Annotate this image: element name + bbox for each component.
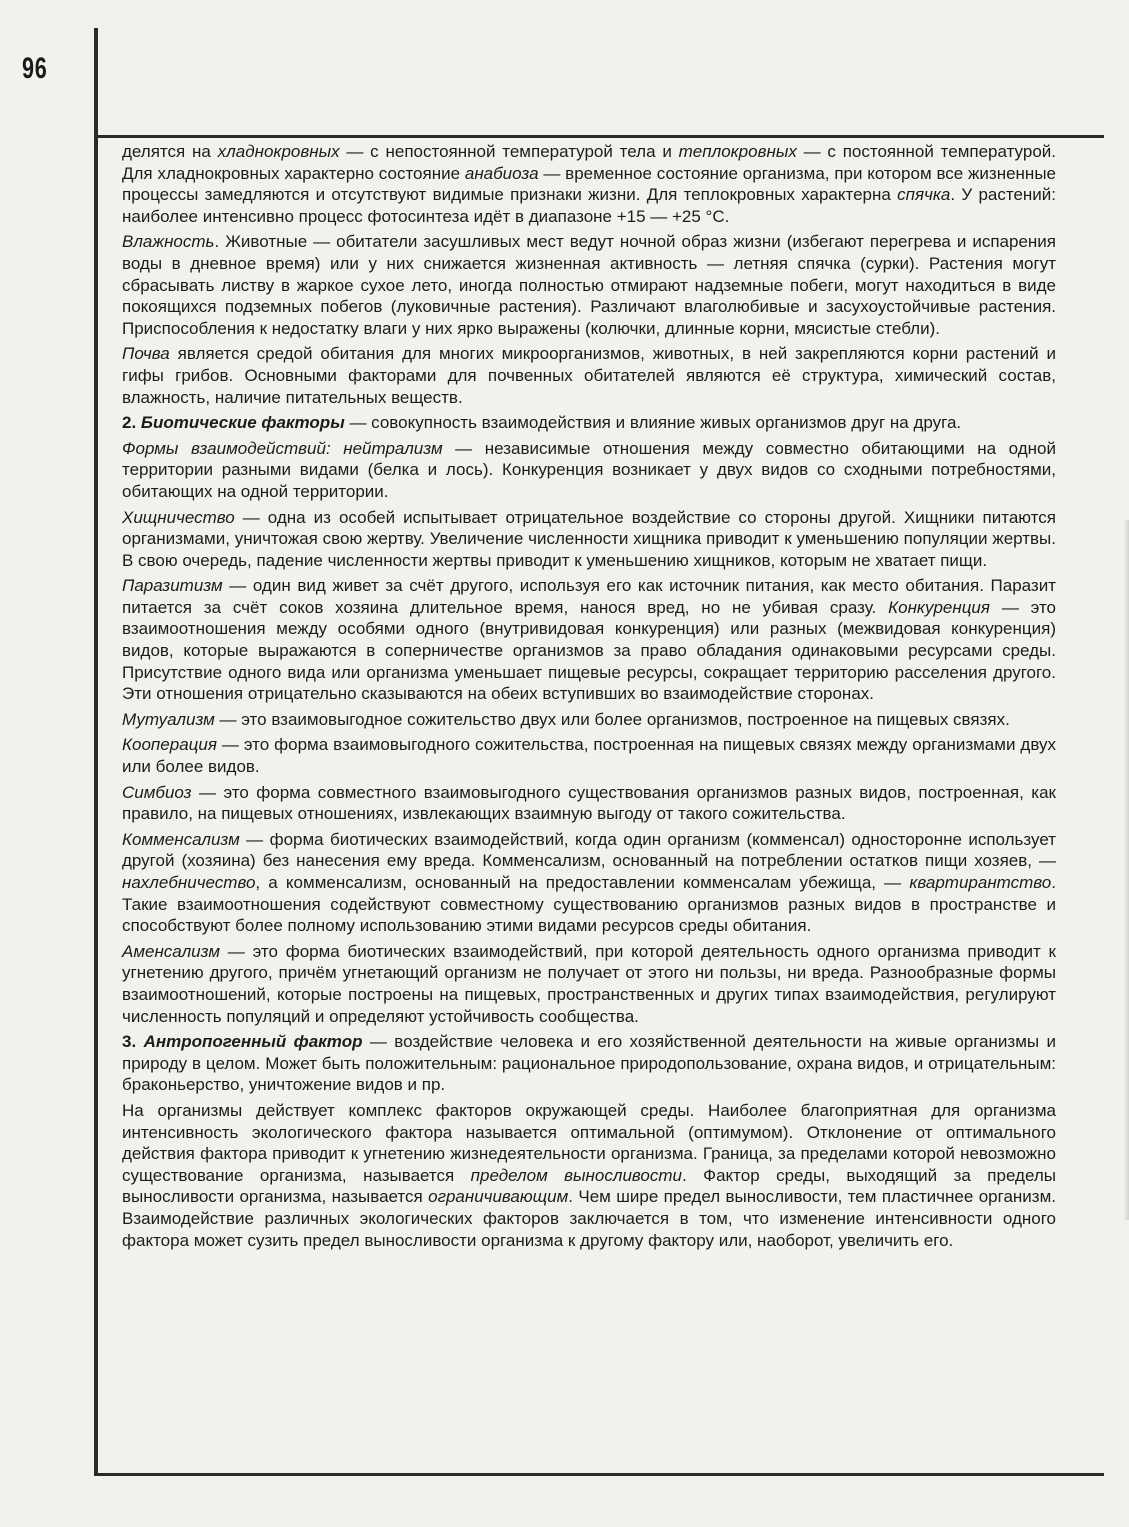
paragraph-commensalism bbox=[122, 829, 1056, 937]
text-run: — это форма биотических взаимодействий, при которой деятельность одного организма приводит к угнетению другого, причём угнетающий организм не получает от этого ни пользы, ни вреда. Разнообразные формы взаимоотношений, которые построены на пищевых, пространственных и других типах взаимодействия, регулируют численность популяций и определяют устойчивость сообщества. bbox=[122, 941, 1056, 1026]
paragraph-soil bbox=[122, 343, 1056, 408]
italic-term: Комменсализм bbox=[122, 829, 240, 849]
italic-term: Аменсализм bbox=[122, 941, 220, 961]
text-run: — временное состояние организма, при котором все жизненные процессы замедляются и отсутствуют видимые признаки жизни. Для теплокровных характерна bbox=[122, 163, 1056, 205]
text-run: . У растений: наиболее интенсивно процесс фотосинтеза идёт в диапазоне +15 — +25 °С. bbox=[122, 185, 1057, 226]
text-run: — совокупность взаимодействия и влияние живых организмов друг на друга. bbox=[344, 413, 962, 433]
left-margin-rule bbox=[94, 28, 98, 1476]
paragraph-amensalism bbox=[122, 941, 1056, 1027]
text-run: — с непостоянной температурой тела и bbox=[339, 142, 679, 161]
text-run: — независимые отношения между совместно обитающими на одной территории разными видами (белка и лось). Конкуренция возникает у двух видов со сходными потребностями, обитающих на одной территории. bbox=[122, 438, 1057, 501]
italic-term: квартирантство bbox=[909, 873, 1052, 892]
italic-term: Мутуализм bbox=[122, 709, 215, 729]
paragraph-predation bbox=[122, 507, 1056, 572]
bold-text: 2. bbox=[122, 413, 141, 433]
term-heading: Антропогенный фактор bbox=[143, 1032, 363, 1052]
page-number: 96 bbox=[22, 52, 48, 85]
text-run: — это форма совместного взаимовыгодного существования организмов разных видов, построенная, как правило, на пищевых отношениях, извлекающих взаимную выгоду от такого сожительства. bbox=[122, 782, 1056, 824]
italic-term: Паразитизм bbox=[122, 576, 223, 596]
paragraph-biotic-factors bbox=[122, 412, 1056, 434]
paragraph-humidity bbox=[122, 231, 1056, 339]
italic-term: теплокровных bbox=[678, 142, 797, 161]
paragraph-temperature-continued bbox=[122, 141, 1056, 227]
text-run: — форма биотических взаимодействий, когда один организм (комменсал) односторонне использует другой (хозяина) без нанесения ему вреда. Комменсализм, основанный на потреблении остатков пищи хозяев, — bbox=[122, 829, 1056, 871]
text-run: . Фактор среды, выходящий за пределы выносливости организма, называется bbox=[122, 1165, 1056, 1207]
italic-term: Кооперация bbox=[122, 735, 217, 755]
paragraph-symbiosis bbox=[122, 782, 1056, 825]
italic-term: Конкуренция bbox=[888, 597, 990, 617]
paragraph-parasitism bbox=[122, 575, 1056, 705]
paragraph-tolerance-limits bbox=[122, 1100, 1056, 1251]
italic-term: хладнокровных bbox=[217, 142, 340, 161]
text-run: является средой обитания для многих микроорганизмов, животных, в ней закрепляются корни растений и гифы грибов. Основными факторами для почвенных обитателей являются её структура, химический состав, влажность, наличие питательных веществ. bbox=[122, 344, 1056, 407]
text-run: — это форма взаимовыгодного сожительства, построенная на пищевых связях между организмами двух или более видов. bbox=[122, 735, 1056, 777]
content-frame-top-rule bbox=[94, 135, 1104, 138]
text-run: . Такие взаимоотношения содействуют совместному существованию организмов разных видов в пространстве и способствуют более полному использованию этими видами ресурсов среды обитания. bbox=[122, 873, 1056, 936]
italic-term: Формы взаимодействий: нейтрализм bbox=[122, 438, 443, 458]
bold-text: 3. bbox=[122, 1032, 144, 1052]
text-run: , а комменсализм, основанный на предоставлении комменсалам убежища, — bbox=[255, 873, 910, 892]
content-frame-bottom-rule bbox=[94, 1473, 1104, 1476]
text-run: . Животные — обитатели засушливых мест ведут ночной образ жизни (избегают перегрева и испарения воды в дневное время) или у них снижается жизненная активность — летняя спячка (сурки). Растения могут сбрасывать листву в жаркое сухое лето, иногда полностью отмирают надземные побеги, могут находиться в виде покоящихся подземных побегов (луковичные растения). Различают влаголюбивые и засухоустойчивые растения. Приспособления к недостатку влаги у них ярко выражены (колючки, длинные корни, мясистые стебли). bbox=[122, 232, 1056, 338]
italic-term: Почва bbox=[122, 344, 170, 364]
text-run: — один вид живет за счёт другого, используя его как источник питания, как место обитания. Паразит питается за счёт соков хозяина длительное время, нанося вред, но не убивая сразу. bbox=[122, 576, 1056, 617]
paragraph-anthropogenic-factor bbox=[122, 1031, 1056, 1096]
scan-edge-shadow bbox=[1123, 520, 1129, 1220]
paragraph-neutralism bbox=[122, 438, 1056, 503]
text-run: — одна из особей испытывает отрицательное воздействие со стороны другой. Хищники питаются организмами, уничтожая свою жертву. Увеличение численности хищника приводит к уменьшению популяции жертвы. В свою очередь, падение численности жертвы приводит к уменьшению хищников, которым не хватает пищи. bbox=[122, 507, 1056, 570]
term-heading: Биотические факторы bbox=[140, 413, 345, 433]
italic-term: Влажность bbox=[122, 232, 215, 252]
text-run: . Чем шире предел выносливости, тем пластичнее организм. Взаимодействие различных экологических факторов заключается в том, что изменение интенсивности одного фактора может сузить предел выносливости организма к другому фактору или, наоборот, увеличить его. bbox=[122, 1187, 1056, 1250]
paragraph-cooperation bbox=[122, 734, 1056, 777]
bold-heading bbox=[144, 1032, 363, 1051]
italic-term: Хищничество bbox=[122, 507, 235, 527]
italic-term: анабиоза bbox=[464, 163, 539, 183]
italic-term: ограничивающим bbox=[428, 1187, 569, 1207]
page-body-text bbox=[122, 141, 1056, 1255]
italic-term: пределом выносливости bbox=[470, 1165, 682, 1185]
text-run: — это взаимовыгодное сожительство двух или более организмов, построенное на пищевых связях. bbox=[214, 709, 1010, 729]
text-run: — с постоянной температурой. Для хладнокровных характерно состояние bbox=[122, 142, 1056, 183]
italic-term: нахлебничество bbox=[122, 873, 256, 892]
paragraph-mutualism bbox=[122, 709, 1056, 731]
text-run: На организмы действует комплекс факторов окружающей среды. Наиболее благоприятная для организма интенсивность экологического фактора называется оптимальной (оптимумом). Отклонение от оптимального действия фактора приводит к угнетению жизнедеятельности организма. Граница, за пределами которой невозможно существование организма, называется bbox=[122, 1100, 1056, 1185]
text-run: делятся на bbox=[122, 142, 218, 161]
bold-heading bbox=[141, 413, 345, 432]
text-run: — воздействие человека и его хозяйственной деятельности на живые организмы и природу в целом. Может быть положительным: рациональное природопользование, охрана видов, и отрицательным: браконьерство, уничтожение видов и пр. bbox=[122, 1032, 1056, 1095]
text-run: — это взаимоотношения между особями одного (внутривидовая конкуренция) или разных (межвидовая конкуренция) видов, которые выражаются в соперничестве организмов за право обладания одинаковыми ресурсами среды. Присутствие одного вида или организма уменьшает пищевые ресурсы, сокращает территорию расселения другого. Эти отношения отрицательно сказываются на обеих вступивших во взаимодействие сторонах. bbox=[122, 597, 1056, 704]
italic-term: спячка bbox=[897, 185, 951, 205]
italic-term: Симбиоз bbox=[122, 782, 192, 802]
